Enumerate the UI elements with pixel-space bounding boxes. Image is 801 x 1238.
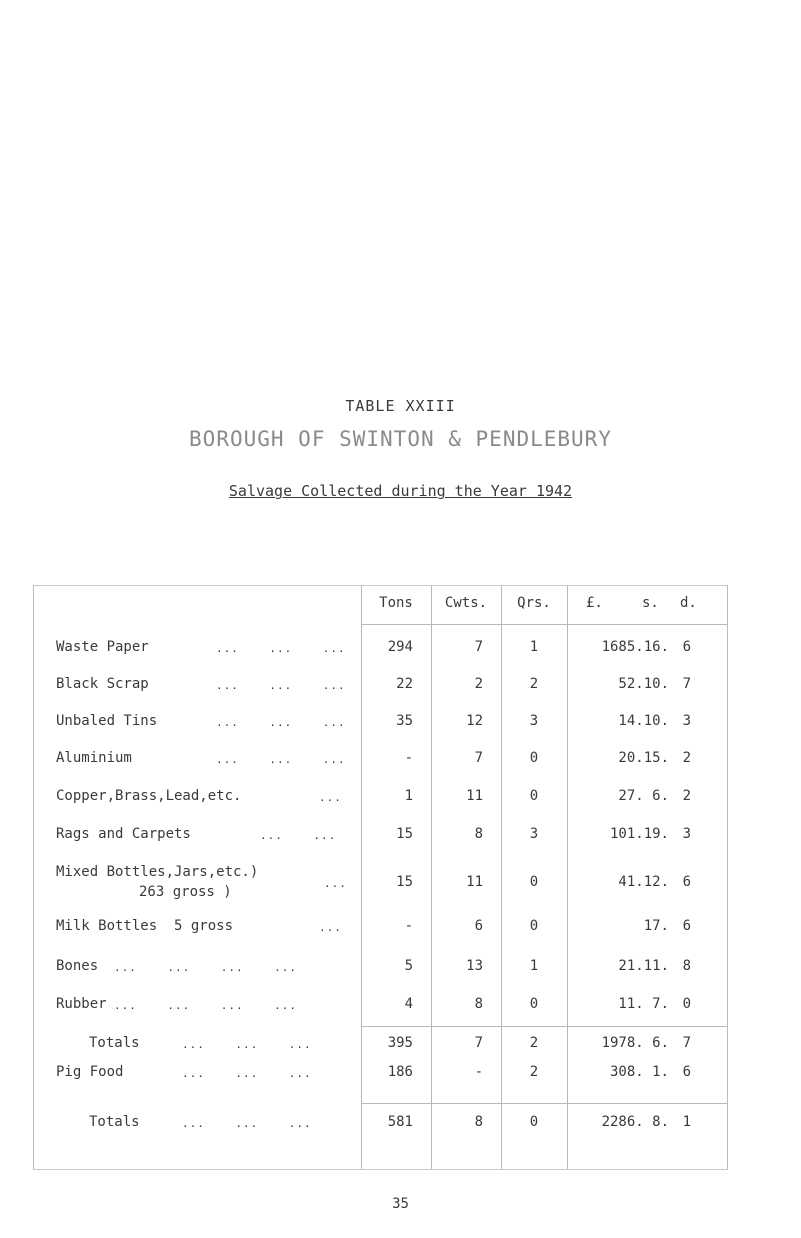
pounds-shillings-value: 308. 1. xyxy=(609,1064,669,1080)
row-label: Black Scrap xyxy=(56,676,149,692)
leader-dots: ... ... ... xyxy=(216,642,346,655)
leader-dots: ... ... ... xyxy=(182,1067,312,1080)
qrs-value: 0 xyxy=(529,1114,539,1130)
subtotal-rule xyxy=(361,1026,727,1027)
qrs-value: 0 xyxy=(529,874,539,890)
header-tons: Tons xyxy=(379,595,413,611)
tons-value: 1 xyxy=(404,788,413,804)
pence-value: 3 xyxy=(682,826,691,842)
pence-value: 7 xyxy=(682,676,691,692)
cwts-value: 7 xyxy=(474,750,483,766)
pence-value: 2 xyxy=(682,788,691,804)
table-subtitle: Salvage Collected during the Year 1942 xyxy=(228,482,573,500)
tons-value: - xyxy=(404,750,413,766)
pence-value: 3 xyxy=(682,713,691,729)
tons-value: 5 xyxy=(404,958,413,974)
pounds-shillings-value: 1685.16. xyxy=(601,639,669,655)
pounds-shillings-value: 21.11. xyxy=(618,958,669,974)
row-label: Waste Paper xyxy=(56,639,149,655)
pence-value: 6 xyxy=(682,1064,691,1080)
qrs-value: 0 xyxy=(529,788,539,804)
totals-label: Totals xyxy=(89,1035,140,1051)
pence-value: 8 xyxy=(682,958,691,974)
pounds-shillings-value: 14.10. xyxy=(618,713,669,729)
pounds-shillings-value: 2286. 8. xyxy=(601,1114,669,1130)
leader-dots: ... ... ... xyxy=(216,753,346,766)
tons-value: 395 xyxy=(387,1035,413,1051)
pence-value: 6 xyxy=(682,639,691,655)
leader-dots: ... ... ... xyxy=(182,1117,312,1130)
salvage-table xyxy=(33,585,728,1170)
cwts-value: 2 xyxy=(474,676,483,692)
leader-dots: ... ... ... xyxy=(216,679,346,692)
pence-value: 7 xyxy=(682,1035,691,1051)
leader-dots: ... ... ... ... xyxy=(114,999,297,1012)
cwts-value: 12 xyxy=(466,713,483,729)
header-shillings: s. xyxy=(642,595,659,611)
leader-dots: ... xyxy=(319,921,342,934)
tons-value: 22 xyxy=(396,676,413,692)
pence-value: 1 xyxy=(682,1114,691,1130)
cwts-value: - xyxy=(474,1064,483,1080)
cwts-value: 8 xyxy=(474,996,483,1012)
tons-value: 15 xyxy=(396,874,413,890)
total-rule xyxy=(361,1103,727,1104)
qrs-value: 2 xyxy=(529,676,539,692)
borough-title: BOROUGH OF SWINTON & PENDLEBURY xyxy=(189,427,612,451)
qrs-value: 1 xyxy=(529,639,539,655)
leader-dots: ... ... ... xyxy=(182,1038,312,1051)
leader-dots: ... xyxy=(319,791,342,804)
pence-value: 0 xyxy=(682,996,691,1012)
cwts-value: 6 xyxy=(474,918,483,934)
pounds-shillings-value: 52.10. xyxy=(618,676,669,692)
cwts-value: 8 xyxy=(474,1114,483,1130)
page-number: 35 xyxy=(392,1196,409,1212)
cwts-value: 13 xyxy=(466,958,483,974)
pounds-shillings-value: 41.12. xyxy=(618,874,669,890)
leader-dots: ... ... xyxy=(260,829,337,842)
pig-food-label: Pig Food xyxy=(56,1064,124,1080)
leader-dots: ... xyxy=(324,877,347,890)
grand-totals-label: Totals xyxy=(89,1114,140,1130)
table-number: TABLE XXIII xyxy=(345,397,456,415)
cwts-value: 11 xyxy=(466,788,483,804)
tons-value: 581 xyxy=(387,1114,413,1130)
tons-value: 15 xyxy=(396,826,413,842)
qrs-value: 3 xyxy=(529,826,539,842)
tons-value: 294 xyxy=(387,639,413,655)
pounds-shillings-value: 27. 6. xyxy=(618,788,669,804)
header-pounds: £. xyxy=(586,595,603,611)
row-label: Bones xyxy=(56,958,99,974)
cwts-value: 7 xyxy=(474,639,483,655)
pounds-shillings-value: 11. 7. xyxy=(618,996,669,1012)
header-pence: d. xyxy=(680,595,697,611)
row-label: Aluminium xyxy=(56,750,132,766)
tons-value: - xyxy=(404,918,413,934)
header-qrs: Qrs. xyxy=(517,595,551,611)
qrs-value: 0 xyxy=(529,918,539,934)
leader-dots: ... ... ... ... xyxy=(114,961,297,974)
tons-value: 4 xyxy=(404,996,413,1012)
pence-value: 2 xyxy=(682,750,691,766)
row-label-continued: 263 gross ) xyxy=(139,884,232,900)
row-label: Unbaled Tins xyxy=(56,713,158,729)
qrs-value: 3 xyxy=(529,713,539,729)
row-label: Rubber xyxy=(56,996,107,1012)
tons-value: 35 xyxy=(396,713,413,729)
cwts-value: 7 xyxy=(474,1035,483,1051)
qrs-value: 2 xyxy=(529,1035,539,1051)
qrs-value: 2 xyxy=(529,1064,539,1080)
pounds-shillings-value: 101.19. xyxy=(609,826,669,842)
cwts-value: 11 xyxy=(466,874,483,890)
pence-value: 6 xyxy=(682,918,691,934)
qrs-value: 1 xyxy=(529,958,539,974)
qrs-value: 0 xyxy=(529,750,539,766)
pence-value: 6 xyxy=(682,874,691,890)
row-label: Rags and Carpets xyxy=(56,826,191,842)
qrs-value: 0 xyxy=(529,996,539,1012)
leader-dots: ... ... ... xyxy=(216,716,346,729)
pounds-shillings-value: 1978. 6. xyxy=(601,1035,669,1051)
tons-value: 186 xyxy=(387,1064,413,1080)
row-label: Milk Bottles 5 gross xyxy=(56,918,234,934)
row-label: Mixed Bottles,Jars,etc.) xyxy=(56,864,259,880)
header-cwts: Cwts. xyxy=(444,595,488,611)
pounds-shillings-value: 17. xyxy=(643,918,669,934)
header-rule xyxy=(361,624,727,625)
row-label: Copper,Brass,Lead,etc. xyxy=(56,788,242,804)
pounds-shillings-value: 20.15. xyxy=(618,750,669,766)
cwts-value: 8 xyxy=(474,826,483,842)
